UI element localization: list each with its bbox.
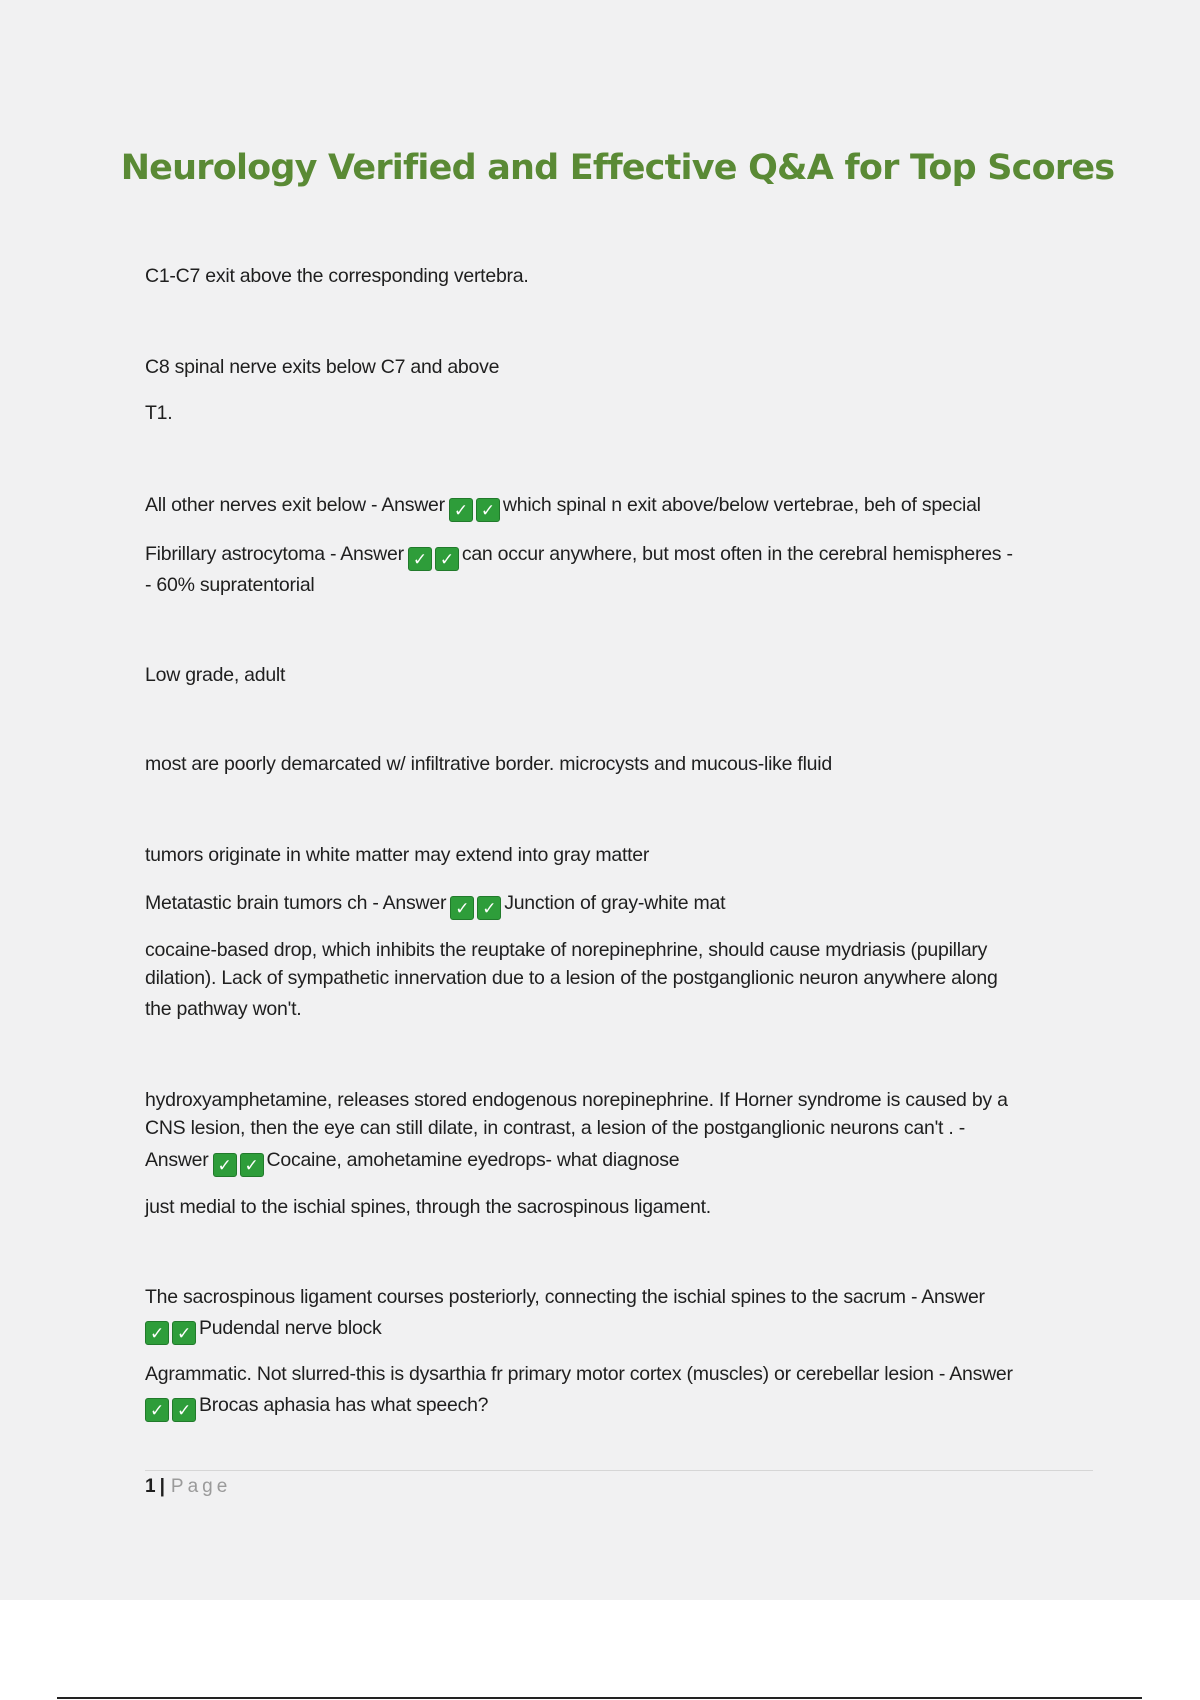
answer-text: Brocas aphasia has what speech? [199, 1394, 489, 1416]
text-line: cocaine-based drop, which inhibits the reuptake of norepinephrine, should cause mydriasis (pupillary [145, 939, 988, 961]
answer-checkmarks [449, 490, 503, 522]
check-icon: ✓ [145, 1321, 169, 1345]
check-icon: ✓ [145, 1398, 169, 1422]
question-text: Answer [145, 1149, 209, 1171]
text-line: tumors originate in white matter may extend into gray matter [145, 844, 650, 866]
text-line: most are poorly demarcated w/ infiltrative border. microcysts and mucous-like fluid [145, 753, 832, 775]
text-line: Low grade, adult [145, 664, 286, 686]
check-icon: ✓ [450, 896, 474, 920]
qa-line [145, 539, 1013, 571]
check-icon: ✓ [240, 1153, 264, 1177]
answer-text: Cocaine, amohetamine eyedrops- what diagnose [266, 1149, 680, 1171]
text-line: CNS lesion, then the eye can still dilate, in contrast, a lesion of the postganglionic neurons can't . - [145, 1117, 965, 1139]
text-line: - 60% supratentorial [145, 574, 315, 596]
answer-text: can occur anywhere, but most often in the cerebral hemispheres - [461, 543, 1013, 565]
check-icon: ✓ [172, 1321, 196, 1345]
text-line: C1-C7 exit above the corresponding vertebra. [145, 265, 529, 287]
footer-divider [145, 1470, 1093, 1471]
text-line: dilation). Lack of sympathetic innervation due to a lesion of the postganglionic neuron anywhere along [145, 967, 998, 989]
document-title: Neurology Verified and Effective Q&A for Top Scores [120, 148, 1115, 188]
answer-checkmarks [145, 1313, 199, 1345]
footer-separator: | [159, 1476, 165, 1497]
qa-line [145, 490, 981, 522]
answer-checkmarks [145, 1390, 199, 1422]
question-text: Metatastic brain tumors ch - Answer [145, 892, 447, 914]
check-icon: ✓ [172, 1398, 196, 1422]
answer-text: Junction of gray-white mat [504, 892, 726, 914]
page-label: Page [170, 1476, 232, 1497]
check-icon: ✓ [477, 896, 501, 920]
text-line: Agrammatic. Not slurred-this is dysarthia fr primary motor cortex (muscles) or cerebellar lesion - Answer [145, 1363, 1013, 1385]
answer-checkmarks [213, 1145, 267, 1177]
check-icon: ✓ [213, 1153, 237, 1177]
answer-text: Pudendal nerve block [199, 1317, 382, 1339]
text-line: T1. [145, 402, 173, 424]
text-line: hydroxyamphetamine, releases stored endogenous norepinephrine. If Horner syndrome is caused by a [145, 1089, 1008, 1111]
page-footer [145, 1472, 231, 1502]
text-line: just medial to the ischial spines, through the sacrospinous ligament. [145, 1196, 711, 1218]
text-line: C8 spinal nerve exits below C7 and above [145, 356, 500, 378]
question-text: Fibrillary astrocytoma - Answer [145, 543, 404, 565]
check-icon: ✓ [408, 547, 432, 571]
question-text: All other nerves exit below - Answer [145, 494, 445, 516]
check-icon: ✓ [435, 547, 459, 571]
text-line: The sacrospinous ligament courses posteriorly, connecting the ischial spines to the sacrum - Answer [145, 1286, 985, 1308]
next-page-header-rule [57, 1697, 1142, 1699]
check-icon: ✓ [449, 498, 473, 522]
check-icon: ✓ [476, 498, 500, 522]
qa-line [145, 1390, 488, 1422]
qa-line [145, 1313, 382, 1345]
qa-line [145, 1145, 679, 1177]
answer-text: which spinal n exit above/below vertebrae, beh of special [502, 494, 981, 516]
page-number: 1 [145, 1476, 156, 1497]
answer-checkmarks [408, 539, 462, 571]
qa-line [145, 888, 725, 920]
text-line: the pathway won't. [145, 998, 302, 1020]
answer-checkmarks [450, 888, 504, 920]
